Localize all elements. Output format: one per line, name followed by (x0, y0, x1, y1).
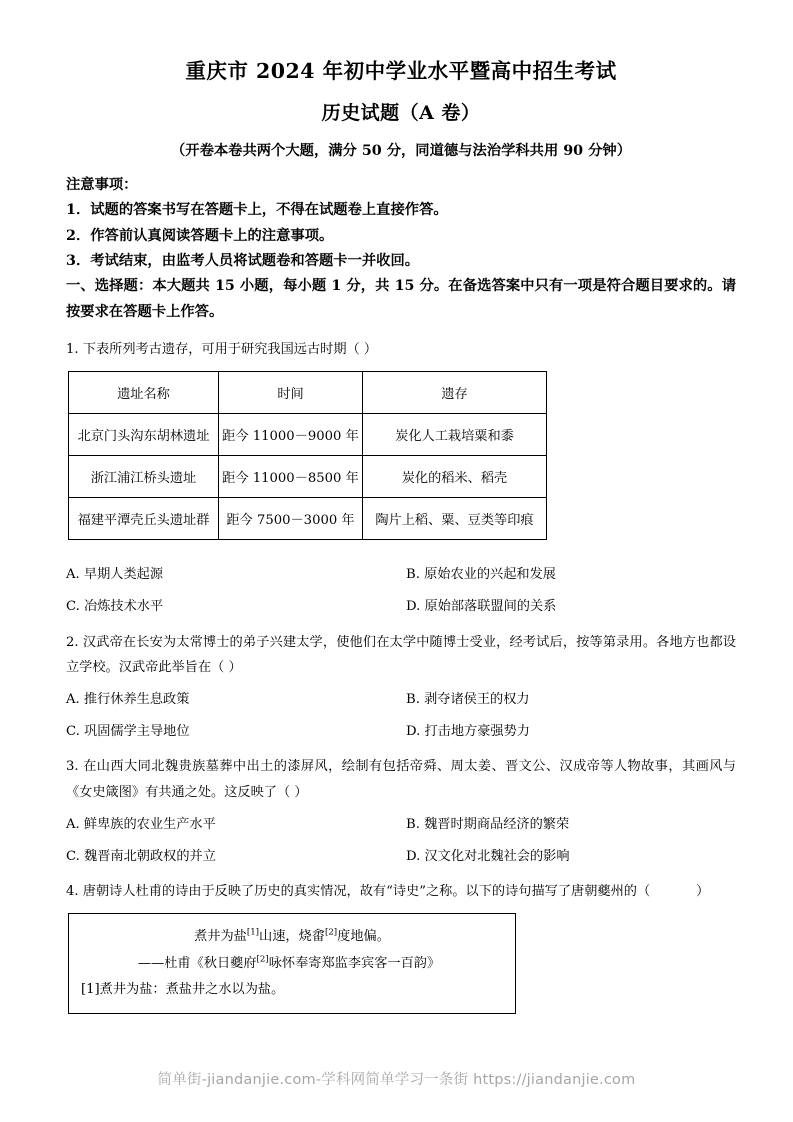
notice-item-1: 1．试题的答案书写在答题卡上，不得在试题卷上直接作答。 (66, 202, 448, 219)
question-3-option-c[interactable]: C. 魏晋南北朝政权的并立 (66, 848, 216, 864)
question-1-option-d[interactable]: D. 原始部落联盟间的关系 (406, 598, 557, 614)
question-1-option-a[interactable]: A. 早期人类起源 (66, 567, 164, 583)
notices-heading: 注意事项： (66, 176, 138, 193)
table-row (69, 414, 547, 456)
question-1-option-b[interactable]: B. 原始农业的兴起和发展 (406, 567, 556, 583)
table-header-relics: 遗存 (363, 372, 547, 414)
poem-text-a: 煮井为盐 (194, 929, 247, 945)
question-3-option-d[interactable]: D. 汉文化对北魏社会的影响 (406, 848, 570, 864)
question-4-stem (66, 879, 736, 905)
notice-item-2: 2．作答前认真阅读答题卡上的注意事项。 (66, 227, 334, 244)
poem-text-b: 山速，烧畬 (259, 929, 325, 945)
poem-attr-footnote-marker: [2] (256, 954, 269, 965)
poem-line (81, 924, 503, 950)
poem-quote-box (68, 913, 516, 1014)
question-3-option-b[interactable]: B. 魏晋时期商品经济的繁荣 (406, 816, 570, 832)
poem-footnote-marker-1: [1] (246, 927, 260, 938)
question-3-options (66, 812, 736, 869)
page-subtitle: 历史试题（A 卷） (321, 101, 481, 124)
poem-text-c: 度地偏。 (337, 929, 390, 945)
option-row (66, 687, 736, 713)
poem-footnote-marker-2: [2] (324, 927, 338, 938)
poem-footnote: [1]煮井为盐：煮盐井之水以为盐。 (81, 981, 285, 997)
table-cell-relics: 炭化的稻米、稻壳 (363, 456, 547, 498)
table-cell-time: 距今 11000－9000 年 (219, 414, 363, 456)
table-cell-relics: 炭化人工栽培粟和黍 (363, 414, 547, 456)
question-1-option-c[interactable]: C. 冶炼技术水平 (66, 598, 164, 614)
option-row (66, 594, 736, 620)
poem-attr-a: ——杜甫《秋日夔府 (137, 955, 257, 971)
table-cell-time: 距今 11000－8500 年 (219, 456, 363, 498)
question-2-options (66, 687, 736, 744)
question-2-option-b[interactable]: B. 剥夺诸侯王的权力 (406, 691, 530, 707)
question-4-stem-lead: 4. 唐朝诗人杜甫的诗由于反映了历史的真实情况，故有“诗史”之称。以下的诗句描写了唐朝夔州的（ (66, 884, 651, 900)
question-2-option-d[interactable]: D. 打击地方豪强势力 (406, 723, 530, 739)
table-cell-site-name: 浙江浦江桥头遗址 (69, 456, 219, 498)
table-cell-site-name: 福建平潭壳丘头遗址群 (69, 498, 219, 540)
section-one-heading: 一、选择题：本大题共 15 小题，每小题 1 分，共 15 分。在备选答案中只有一项是符合题目要求的。请按要求在答题卡上作答。 (66, 278, 736, 320)
question-3-option-a[interactable]: A. 鲜卑族的农业生产水平 (66, 816, 216, 832)
page-title: 重庆市 2024 年初中学业水平暨高中招生考试 (185, 59, 617, 83)
table-row (69, 456, 547, 498)
table-cell-site-name: 北京门头沟东胡林遗址 (69, 414, 219, 456)
poem-attribution (81, 951, 503, 977)
option-row (66, 812, 736, 838)
option-row (66, 562, 736, 588)
question-2-stem: 2. 汉武帝在长安为太常博士的弟子兴建太学，使他们在太学中随博士受业，经考试后，按等第录用。各地方也都设立学校。汉武帝此举旨在（ ） (66, 634, 736, 676)
question-4-stem-tail: ） (696, 884, 710, 900)
notice-item-3: 3．考试结束，由监考人员将试题卷和答题卡一并收回。 (66, 253, 420, 269)
question-2-option-a[interactable]: A. 推行休养生息政策 (66, 691, 190, 707)
exam-scope-note: （开卷本卷共两个大题，满分 50 分，同道德与法治学科共用 90 分钟） (170, 143, 631, 160)
paper-content (66, 56, 736, 1014)
table-header-site-name: 遗址名称 (69, 372, 219, 414)
table-header-time: 时间 (219, 372, 363, 414)
footer-watermark: 简单街-jiandanjie.com-学科网简单学习一条街 https://jiandanjie.com (157, 1072, 636, 1088)
question-1-stem: 1. 下表所列考古遗存，可用于研究我国远古时期（ ） (66, 342, 378, 358)
table-cell-time: 距今 7500－3000 年 (219, 498, 363, 540)
option-row (66, 844, 736, 870)
question-2-option-c[interactable]: C. 巩固儒学主导地位 (66, 723, 190, 739)
archaeology-relics-table (68, 371, 547, 540)
table-row (69, 498, 547, 540)
poem-attr-b: 咏怀奉寄郑监李宾客一百韵》 (268, 955, 441, 971)
question-1-options (66, 562, 736, 619)
table-header-row (69, 372, 547, 414)
table-cell-relics: 陶片上稻、粟、豆类等印痕 (363, 498, 547, 540)
option-row (66, 719, 736, 745)
question-3-stem: 3. 在山西大同北魏贵族墓葬中出土的漆屏风，绘制有包括帝舜、周太姜、晋文公、汉成帝等人物故事，其画风与《女史箴图》有共通之处。这反映了（ ） (66, 759, 736, 801)
